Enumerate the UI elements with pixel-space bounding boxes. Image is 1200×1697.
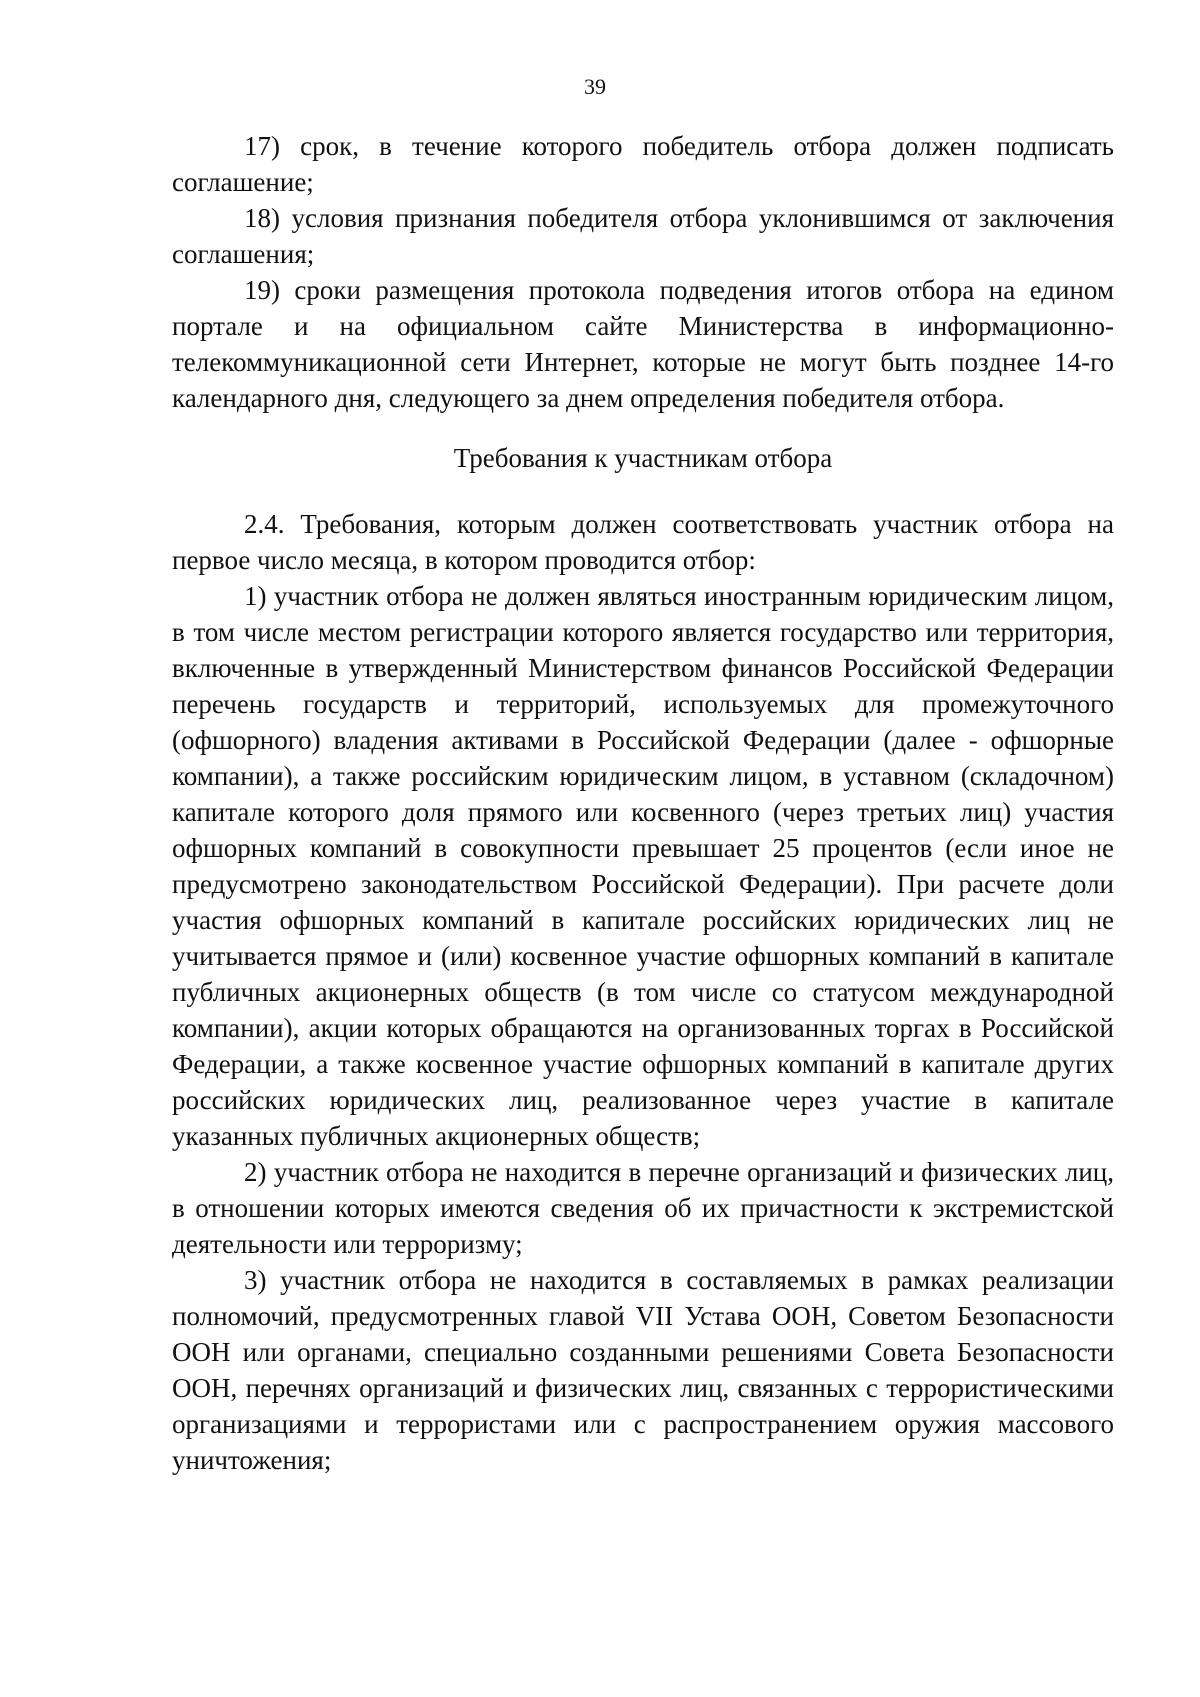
list-item-19: 19) сроки размещения протокола подведения итогов отбора на едином портале и на официальном сайте Министерства в информационно-телекоммуникационной сети Интернет, которые не могут быть позднее 14-го календарного дня, следующего за днем определения победителя отбора. [172, 275, 1114, 413]
requirement-item-1: 1) участник отбора не должен являться иностранным юридическим лицом, в том числе местом регистрации которого является государство или территория, включенные в утвержденный Министерством финансов Российской Федерации перечень государств и территорий, используемых для промежуточного (офшорного) владения активами в Российской Федерации (далее - офшорные компании), а также российским юридическим лицом, в уставном (складочном) капитале которого доля прямого или косвенного (через третьих лиц) участия офшорных компаний в совокупности превышает 25 процентов (если иное не предусмотрено законодательством Российской Федерации). При расчете доли участия офшорных компаний в капитале российских юридических лиц не учитывается прямое и (или) косвенное участие офшорных компаний в капитале публичных акционерных обществ (в том числе со статусом международной компании), акции которых обращаются на организованных торгах в Российской Федерации, а также косвенное участие офшорных компаний в капитале других российских юридических лиц, реализованное через участие в капитале указанных публичных акционерных обществ; [172, 581, 1114, 1151]
section-heading: Требования к участникам отбора [453, 443, 833, 473]
page-number: 39 [584, 74, 606, 99]
list-item-17: 17) срок, в течение которого победитель отбора должен подписать соглашение; [172, 131, 1114, 197]
requirement-item-2: 2) участник отбора не находится в перечне организаций и физических лиц, в отношении которых имеются сведения об их причастности к экстремистской деятельности или терроризму; [172, 1157, 1114, 1259]
list-item-18: 18) условия признания победителя отбора уклонившимся от заключения соглашения; [172, 203, 1114, 269]
document-body [172, 128, 1114, 1478]
clause-2-4: 2.4. Требования, которым должен соответствовать участник отбора на первое число месяца, в котором проводится отбор: [172, 509, 1114, 575]
requirement-item-3: 3) участник отбора не находится в составляемых в рамках реализации полномочий, предусмотренных главой VII Устава ООН, Советом Безопасности ООН или органами, специально созданными решениями Совета Безопасности ООН, перечнях организаций и физических лиц, связанных с террористическими организациями и террористами или с распространением оружия массового уничтожения; [172, 1265, 1114, 1475]
